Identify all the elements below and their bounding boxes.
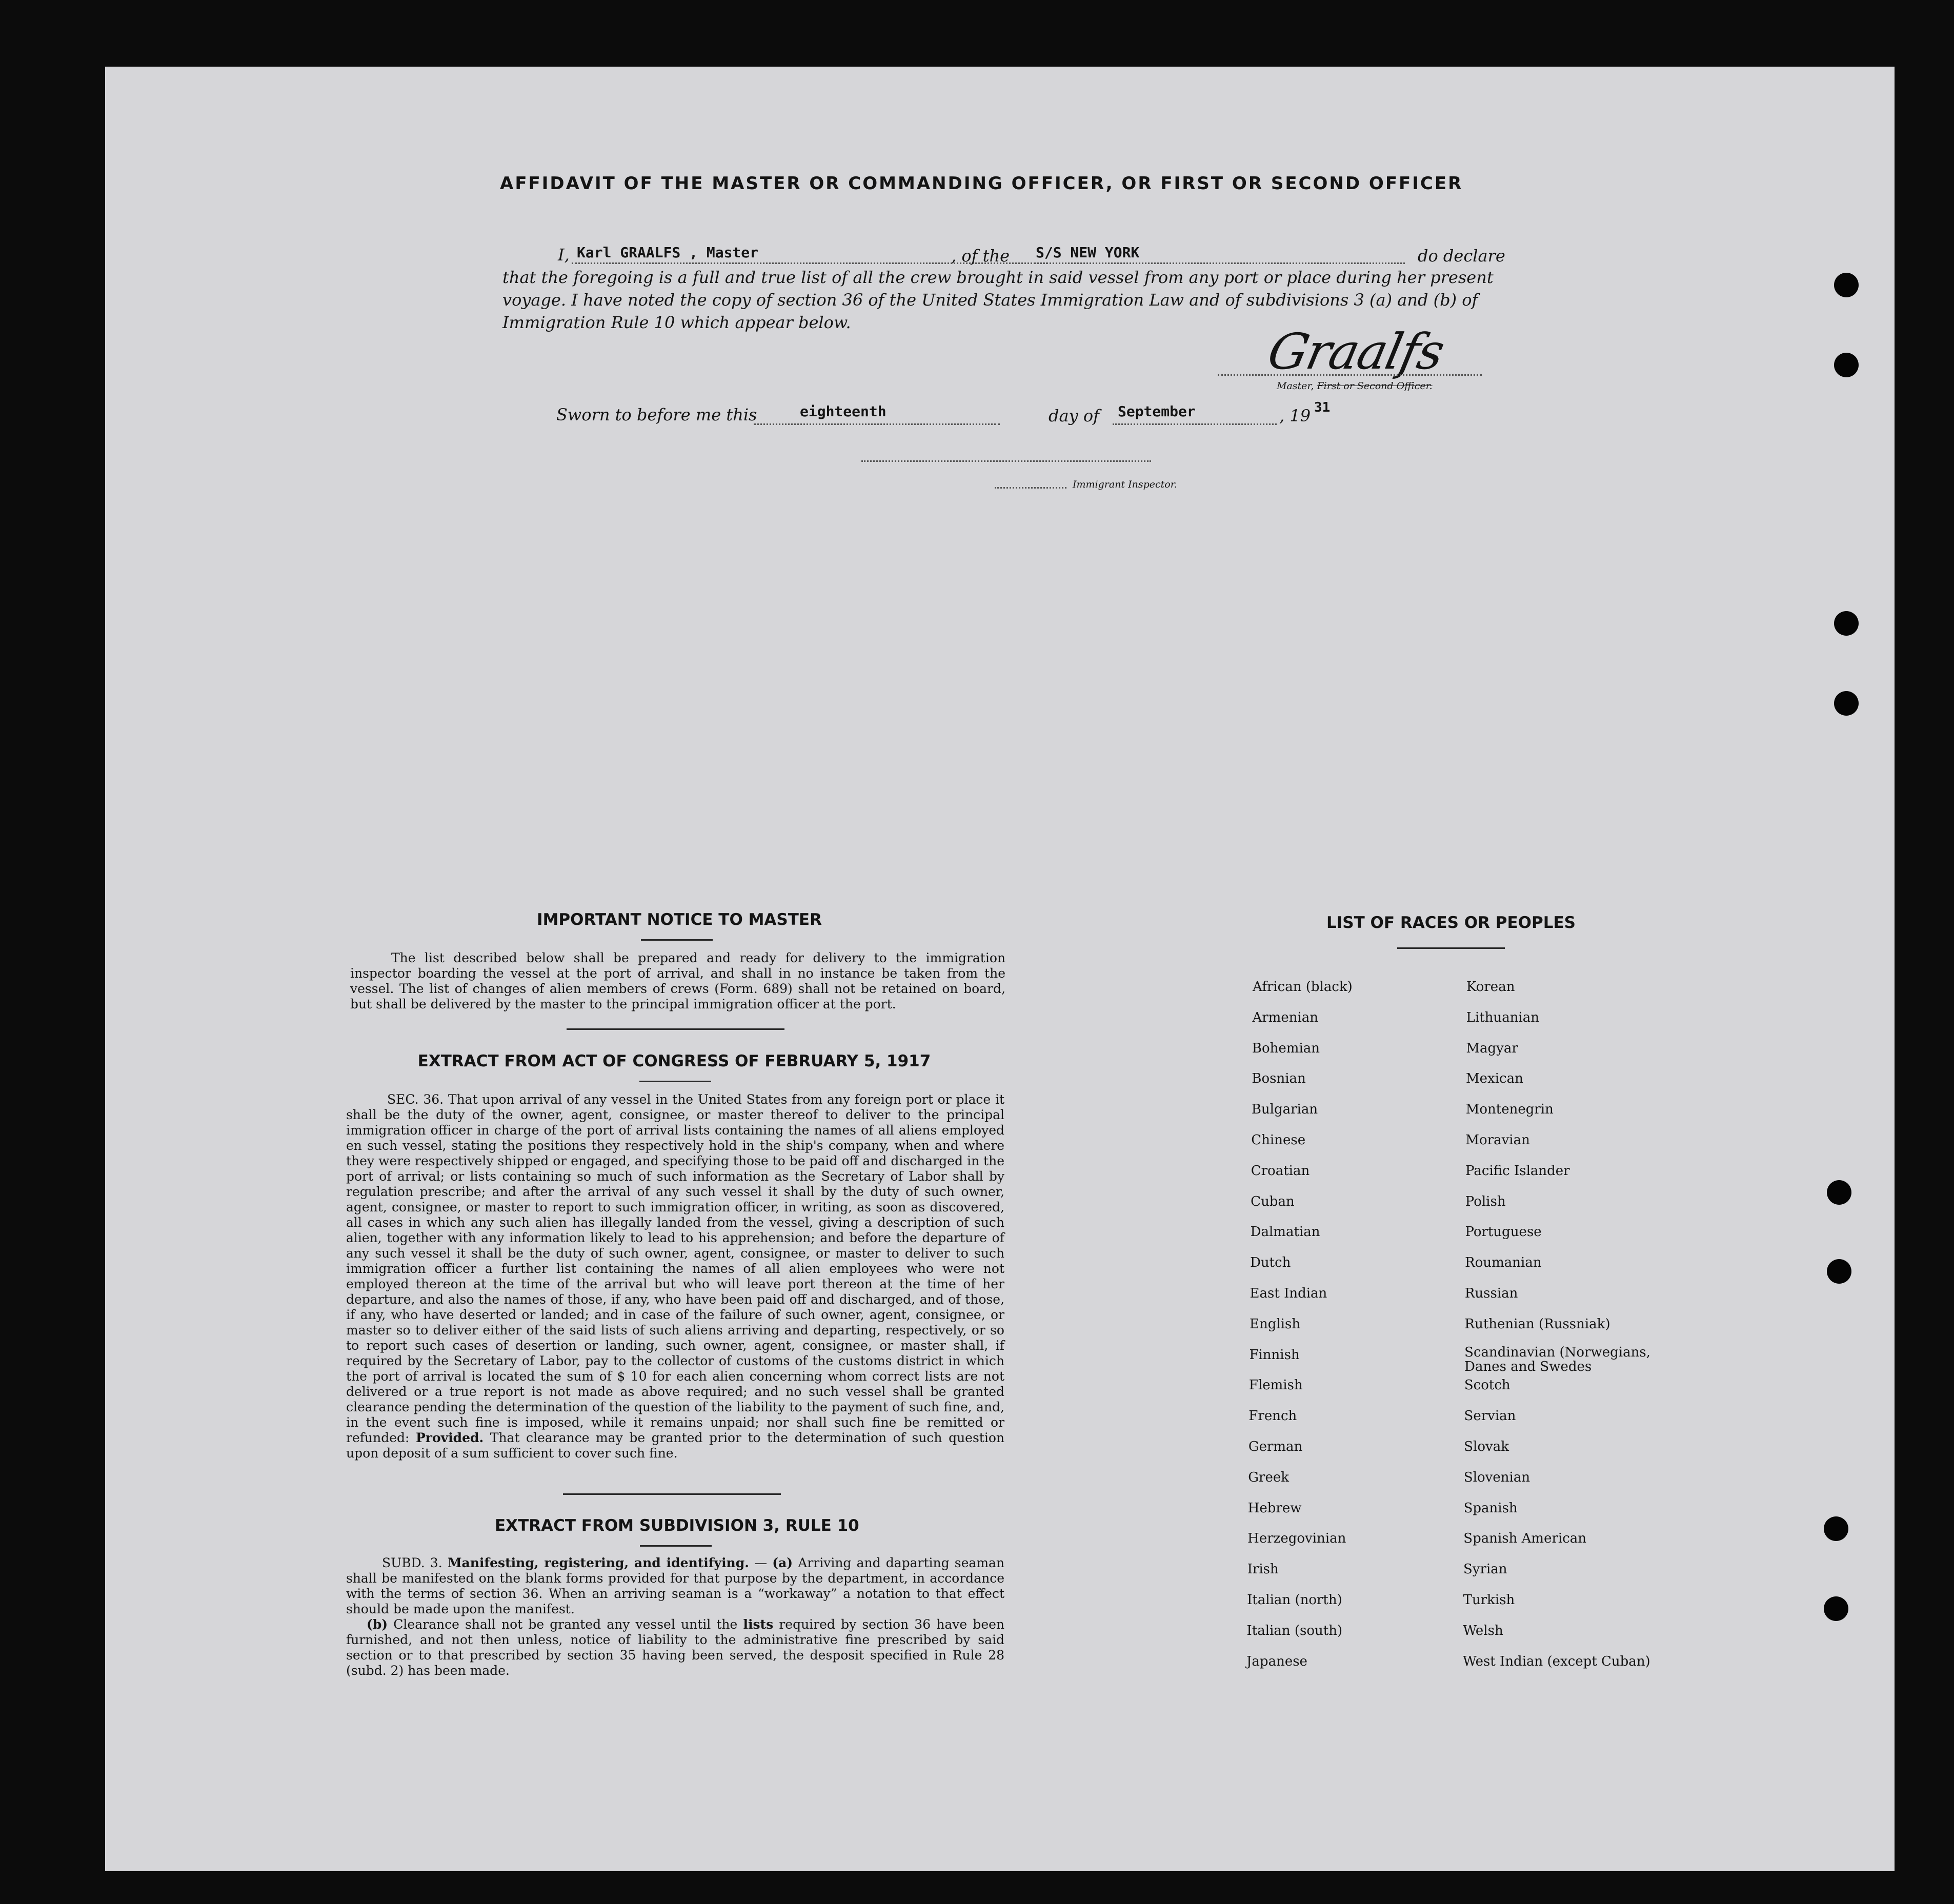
day-of-label: day of	[1049, 406, 1099, 426]
sworn-label: Sworn to before me this	[556, 405, 757, 424]
race-item: Greek	[1248, 1469, 1289, 1485]
inspector-line	[995, 487, 1066, 489]
race-item: Russian	[1464, 1286, 1518, 1301]
race-item: Japanese	[1246, 1653, 1307, 1669]
race-item: Flemish	[1248, 1378, 1303, 1393]
master-name: Karl GRAALFS , Master	[577, 244, 759, 261]
punch-hole	[1834, 691, 1859, 716]
race-item: Bosnian	[1252, 1071, 1306, 1087]
race-item: Dutch	[1250, 1255, 1291, 1271]
do-declare-label: do declare	[1418, 246, 1505, 266]
divider	[640, 1545, 712, 1547]
subdivision-b	[346, 1617, 1004, 1678]
subd-b-text1: Clearance shall not be granted any vessel until the	[393, 1617, 738, 1632]
race-item: Cuban	[1251, 1193, 1295, 1209]
race-item: Chinese	[1251, 1132, 1306, 1148]
year-suffix: 31	[1314, 400, 1331, 415]
subd-b-lists: lists	[743, 1617, 774, 1632]
race-item: Croatian	[1251, 1163, 1310, 1179]
race-item: Roumanian	[1465, 1255, 1542, 1271]
affidavit-body-line: that the foregoing is a full and true list of all the crew brought in said vessel from any port or place during her present	[502, 268, 1494, 287]
race-item: Montenegrin	[1465, 1102, 1554, 1118]
race-item: English	[1250, 1316, 1301, 1332]
dotted-line	[754, 423, 1000, 425]
divider	[567, 1028, 784, 1030]
dotted-line	[1113, 423, 1277, 425]
race-item: Scotch	[1464, 1378, 1510, 1393]
race-item: Armenian	[1252, 1009, 1319, 1025]
vessel-name: S/S NEW YORK	[1036, 244, 1140, 261]
of-the-label: , of the	[951, 246, 1010, 266]
subdivision-a	[346, 1555, 1004, 1617]
subdivision-title: EXTRACT FROM SUBDIVISION 3, RULE 10	[495, 1516, 859, 1535]
subd-a-dash: —	[754, 1555, 768, 1570]
punch-hole	[1827, 1180, 1851, 1205]
divider	[563, 1493, 781, 1495]
punch-hole	[1824, 1596, 1848, 1621]
race-item: East Indian	[1250, 1286, 1327, 1301]
act-text-provided: Provided.	[415, 1430, 484, 1445]
divider	[639, 1081, 711, 1082]
race-item: Dalmatian	[1250, 1224, 1320, 1240]
race-item: Lithuanian	[1466, 1009, 1539, 1025]
race-item: Irish	[1247, 1562, 1279, 1577]
race-item: Moravian	[1465, 1132, 1530, 1148]
notice-title: IMPORTANT NOTICE TO MASTER	[537, 910, 822, 929]
notice-text: The list described below shall be prepared and ready for delivery to the immigration inspector boarding the vessel at the port of arrival, and shall in no instance be taken from the vessel. The list of changes of alien members of crews (Form. 689) shall not be retained on board, but shall be delivered by the master to the principal immigration officer at the port.	[350, 950, 1005, 1011]
signature-caption-struck: First or Second Officer.	[1317, 380, 1433, 392]
punch-hole	[1834, 273, 1859, 297]
race-item: Herzegovinian	[1247, 1531, 1346, 1547]
race-item: Scandinavian (Norwegians, Danes and Swedes	[1464, 1344, 1650, 1374]
race-item: Bohemian	[1252, 1040, 1320, 1056]
race-item: Polish	[1465, 1193, 1506, 1209]
race-item: Spanish American	[1463, 1531, 1587, 1547]
subd-b-text2: required by section 36 have been furnished, and not then unless, notice of liability to the administrative fine prescribed by said section or to that prescribed by section 35 having been served, the desposit specified in Rule 28 (subd. 2) has been made.	[346, 1617, 1005, 1678]
sworn-month: September	[1118, 403, 1196, 420]
race-item: Slovenian	[1463, 1469, 1530, 1485]
subd-a-text: Arriving and daparting seaman shall be manifested on the blank forms provided for that purpose by the department, in accordance with the terms of section 36. When an arriving seaman is a “workaway” a notation to that effect should be made upon the manifest.	[346, 1555, 1005, 1616]
year-prefix: , 19	[1279, 406, 1311, 426]
race-item: Ruthenian (Russniak)	[1464, 1316, 1610, 1332]
race-item: West Indian (except Cuban)	[1463, 1653, 1650, 1669]
act-text-end: That clearance may be granted prior to the determination of such question upon deposit of a sum sufficient to cover such fine.	[346, 1430, 1004, 1461]
act-text-main: SEC. 36. That upon arrival of any vessel in the United States from any foreign port or place it shall be the duty of the owner, agent, consignee, or master thereof to deliver to the principal immigration officer in charge of the port of arrival lists containing the names of all aliens employed en such vessel, stating the positions they respectively hold in the ship's company, when and where they were respectively shipped or engaged, and specifying those to be paid off and discharged in the port of arrival; or lists containing so much of such information as the Secretary of Labor shall by regulation prescribe; and after the arrival of any such vessel it shall by the duty of such owner, agent, consignee, or master to report to such immigration officer, in writing, as soon as discovered, all cases in which any such alien has illegally landed from the vessel, giving a description of such alien, together with any information likely to lead to his apprehension; and before the departure of any such vessel it shall be the duty of such owner, agent, consignee, or master to deliver to such immigration officer a further list containing the names of all alien employees who were not employed thereon at the time of the arrival but who will leave port thereon at the time of her departure, and also the names of those, if any, who have been paid off and discharged, and of those, if any, who have deserted or landed; and in case of the failure of such owner, agent, consignee, or master so to deliver either of the said lists of such aliens arriving and departing, respectively, or so to report such cases of desertion or landing, such owner, agent, consignee, or master shall, if required by the Secretary of Labor, pay to the collector of customs of the customs district in which the port of arrival is located the sum of $ 10 for each alien concerning whom correct lists are not delivered or a true report is not made as above required; and no such vessel shall be granted clearance pending the determination of the question of the liability to the payment of such fine, and, in the event such fine is imposed, while it remains unpaid; nor shall such fine be remitted or refunded:	[346, 1092, 1004, 1445]
race-item: African (black)	[1253, 979, 1353, 995]
race-item: Hebrew	[1247, 1500, 1302, 1516]
subd-a-label: (a)	[772, 1555, 793, 1570]
race-item: Portuguese	[1465, 1224, 1542, 1240]
act-text	[346, 1092, 1004, 1461]
divider	[641, 939, 713, 941]
race-item: Turkish	[1463, 1592, 1515, 1608]
punch-hole	[1827, 1259, 1851, 1284]
race-item: German	[1248, 1439, 1303, 1454]
punch-hole	[1834, 611, 1859, 636]
subd-a-prefix: SUBD. 3.	[382, 1555, 442, 1570]
subdivision-text	[346, 1555, 1004, 1678]
race-item: French	[1248, 1408, 1297, 1424]
sworn-day: eighteenth	[800, 403, 887, 420]
race-item: Mexican	[1466, 1071, 1523, 1087]
signature-caption	[1277, 380, 1433, 392]
race-item: Korean	[1466, 979, 1515, 995]
signature-line	[1218, 374, 1482, 376]
act-title: EXTRACT FROM ACT OF CONGRESS OF FEBRUARY 5, 1917	[417, 1052, 931, 1070]
race-item: Pacific Islander	[1465, 1163, 1570, 1179]
affidavit-i-label: I,	[558, 245, 570, 265]
subd-a-heading: Manifesting, registering, and identifying.	[447, 1555, 749, 1570]
punch-hole	[1834, 353, 1859, 377]
race-item: Italian (south)	[1246, 1623, 1343, 1638]
race-item: Magyar	[1466, 1040, 1518, 1056]
affidavit-body-line: voyage. I have noted the copy of section 36 of the United States Immigration Law and of subdivisions 3 (a) and (b) of	[502, 290, 1478, 310]
races-title: LIST OF RACES OR PEOPLES	[1326, 914, 1576, 932]
signature-caption-master: Master,	[1277, 380, 1314, 392]
race-item: Spanish	[1463, 1500, 1518, 1516]
race-item: Syrian	[1463, 1562, 1507, 1577]
subd-b-label: (b)	[367, 1617, 388, 1632]
race-item: Italian (north)	[1247, 1592, 1342, 1608]
punch-hole	[1824, 1516, 1848, 1541]
affidavit-body-line: Immigration Rule 10 which appear below.	[502, 313, 851, 332]
affidavit-title: AFFIDAVIT OF THE MASTER OR COMMANDING OFFICER, OR FIRST OR SECOND OFFICER	[500, 173, 1463, 194]
document-page	[105, 67, 1895, 1871]
divider	[1397, 947, 1505, 949]
race-item: Finnish	[1249, 1347, 1300, 1363]
race-item: Slovak	[1464, 1439, 1509, 1454]
master-signature: Graalfs	[1263, 323, 1449, 380]
race-item: Servian	[1464, 1408, 1516, 1424]
race-item: Bulgarian	[1251, 1102, 1318, 1118]
inspector-line	[861, 460, 1151, 462]
dotted-line	[1031, 262, 1405, 264]
race-item: Welsh	[1463, 1623, 1503, 1638]
inspector-label: Immigrant Inspector.	[1073, 479, 1177, 490]
